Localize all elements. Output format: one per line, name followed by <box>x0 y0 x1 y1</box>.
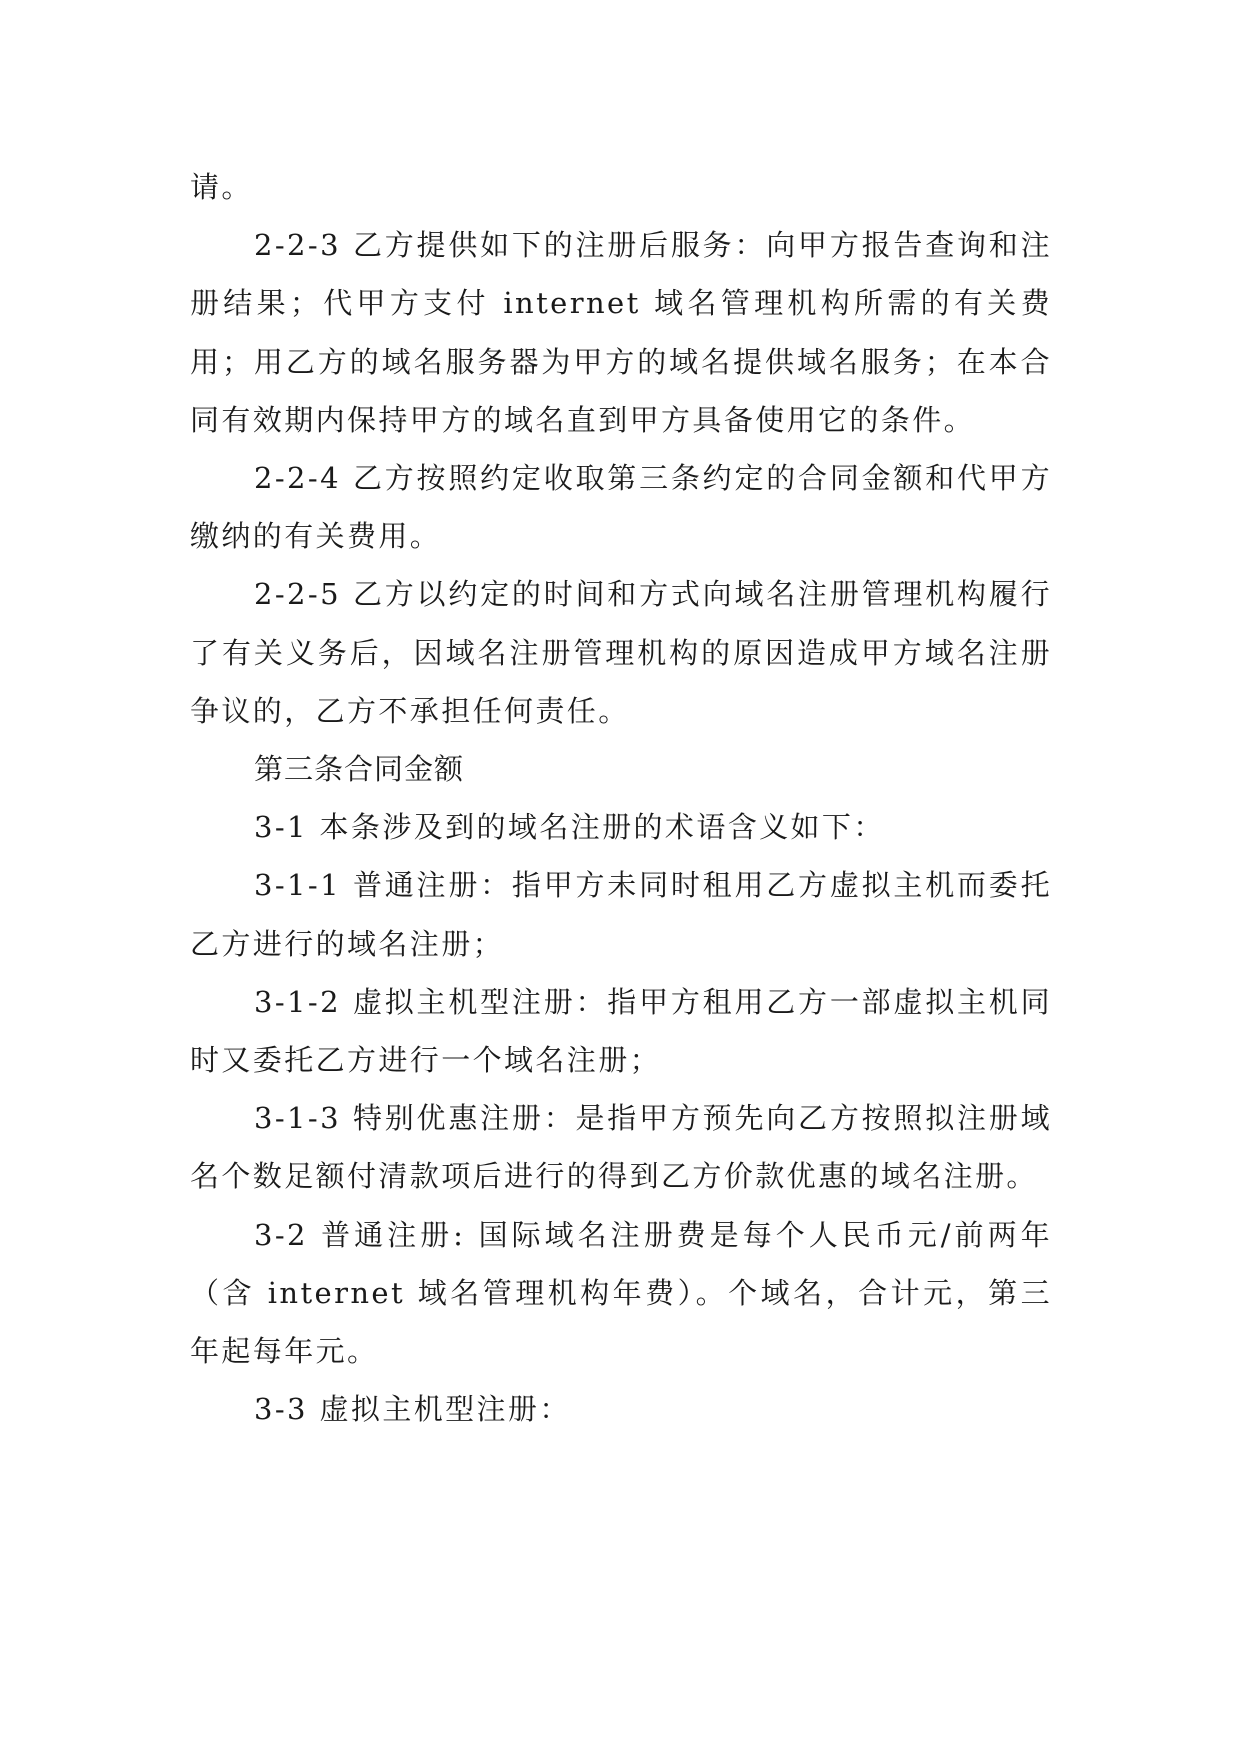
paragraph-clause-2-2-3: 2-2-3 乙方提供如下的注册后服务：向甲方报告查询和注册结果；代甲方支付 internet 域名管理机构所需的有关费用；用乙方的域名服务器为甲方的域名提供域名服务；在本合同有效期内保持甲方的域名直到甲方具备使用它的条件。 <box>190 228 1052 437</box>
paragraph-continuation: 请。 <box>190 170 253 204</box>
section-heading-article-3: 第三条合同金额 <box>254 752 465 787</box>
paragraph-clause-3-1-3: 3-1-3 特别优惠注册：是指甲方预先向乙方按照拟注册域名个数足额付清款项后进行的得到乙方价款优惠的域名注册。 <box>190 1101 1052 1194</box>
paragraph-clause-2-2-4: 2-2-4 乙方按照约定收取第三条约定的合同金额和代甲方缴纳的有关费用。 <box>190 461 1052 554</box>
paragraph-clause-3-2: 3-2 普通注册: 国际域名注册费是每个人民币元/前两年（含 internet 域名管理机构年费）。个域名，合计元，第三年起每年元。 <box>190 1217 1052 1369</box>
document-body <box>190 158 1052 1438</box>
paragraph-clause-3-1: 3-1 本条涉及到的域名注册的术语含义如下： <box>254 810 885 845</box>
paragraph-clause-3-1-2: 3-1-2 虚拟主机型注册：指甲方租用乙方一部虚拟主机同时又委托乙方进行一个域名注册； <box>190 984 1052 1078</box>
paragraph-clause-2-2-5: 2-2-5 乙方以约定的时间和方式向域名注册管理机构履行了有关义务后，因域名注册管理机构的原因造成甲方域名注册争议的，乙方不承担任何责任。 <box>190 577 1052 728</box>
paragraph-clause-3-3: 3-3 虚拟主机型注册： <box>254 1392 571 1427</box>
paragraph-clause-3-1-1: 3-1-1 普通注册：指甲方未同时租用乙方虚拟主机而委托乙方进行的域名注册； <box>190 868 1052 961</box>
